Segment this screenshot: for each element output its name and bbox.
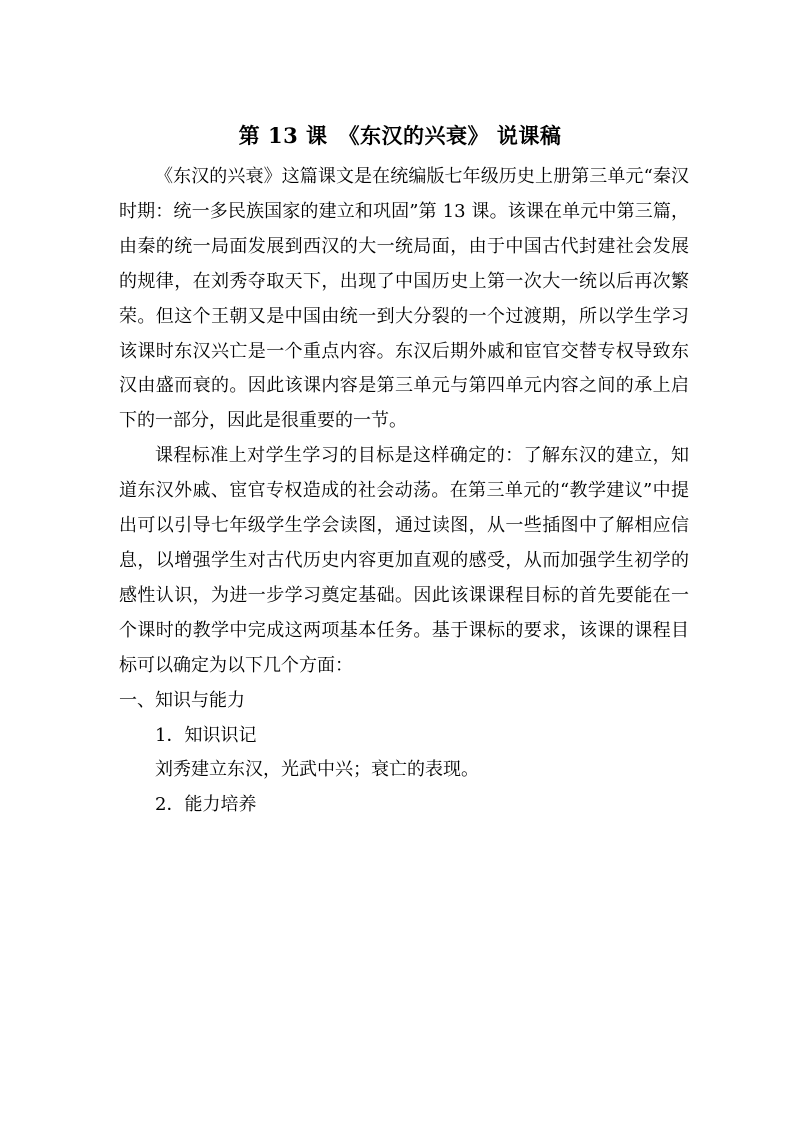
section-heading-knowledge-ability: 一、知识与能力 — [119, 689, 245, 711]
subsection-ability-training: 2．能力培养 — [155, 794, 257, 816]
page-title: 第 13 课 《东汉的兴衰》 说课稿 — [238, 123, 562, 148]
knowledge-recall-text: 刘秀建立东汉，光武中兴；衰亡的表现。 — [155, 759, 479, 781]
paragraph-intro: 《东汉的兴衰》这篇课文是在统编版七年级历史上册第三单元“秦汉时期：统一多民族国家的建立和巩固”第 13 课。该课在单元中第三篇，由秦的统一局面发展到西汉的大一统局面，由于中国古代封建社会发展的规律，在刘秀夺取天下，出现了中国历史上第一次大一统以后再次繁荣。但这个王朝又是中国由统一到大分裂的一个过渡期，所以学生学习该课时东汉兴亡是一个重点内容。东汉后期外戚和宦官交替专权导致东汉由盛而衰的。因此该课内容是第三单元与第四单元内容之间的承上启下的一部分，因此是很重要的一节。 — [119, 166, 689, 432]
subsection-knowledge-recall: 1．知识识记 — [155, 724, 257, 746]
document-body — [119, 160, 689, 823]
paragraph-curriculum: 课程标准上对学生学习的目标是这样确定的：了解东汉的建立，知道东汉外戚、宦官专权造成的社会动荡。在第三单元的“教学建议”中提出可以引导七年级学生学会读图，通过读图，从一些插图中了解相应信息，以增强学生对古代历史内容更加直观的感受，从而加强学生初学的感性认识，为进一步学习奠定基础。因此该课课程目标的首先要能在一个课时的教学中完成这两项基本任务。基于课标的要求，该课的课程目标可以确定为以下几个方面： — [119, 445, 689, 676]
